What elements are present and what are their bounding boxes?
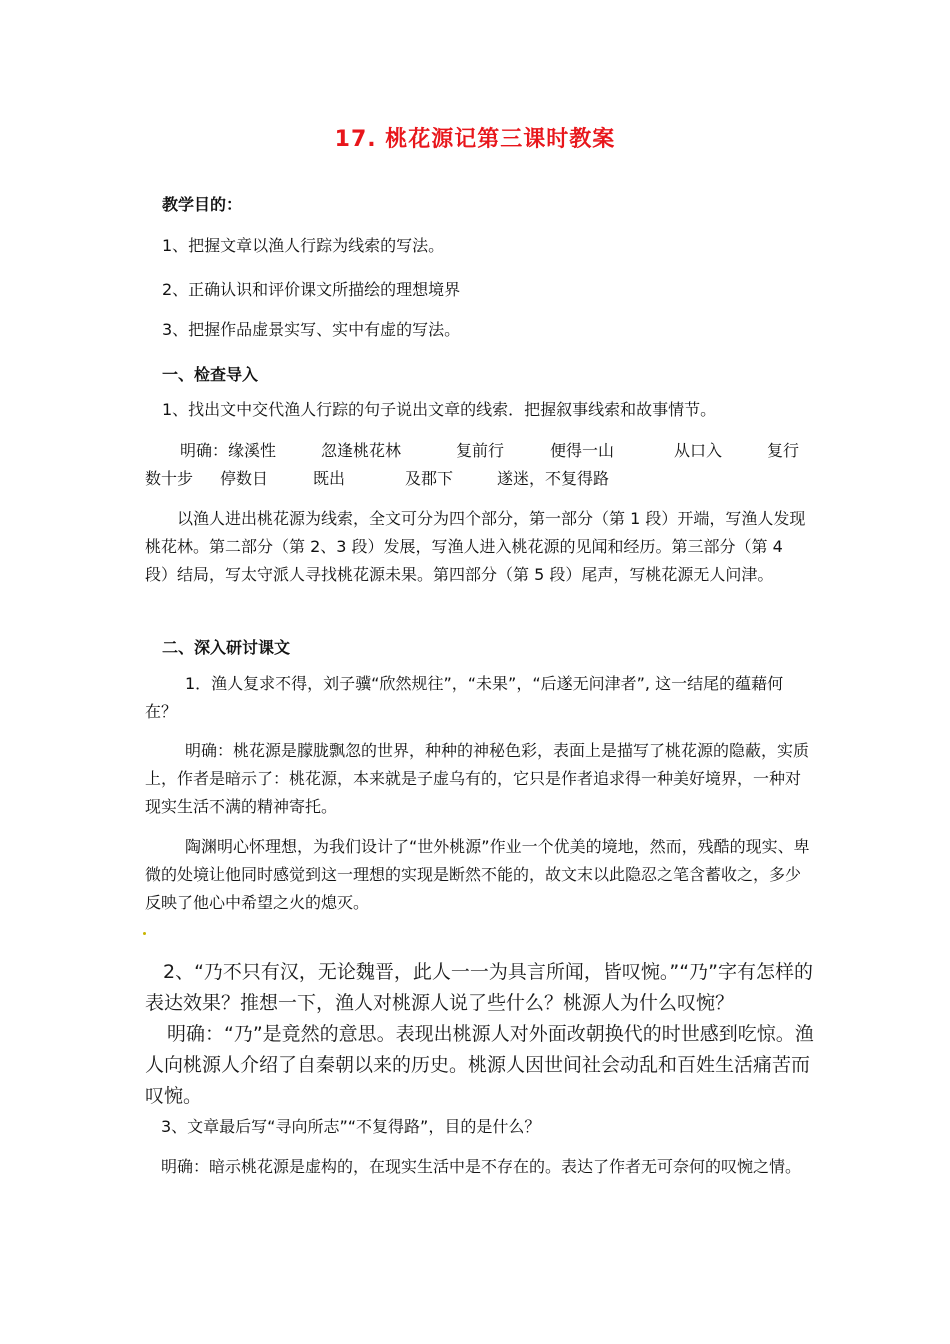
goal-item-1: 1、把握文章以渔人行踪为线索的写法。 xyxy=(162,236,445,255)
section2-answer-3: 明确：暗示桃花源是虚构的，在现实生活中是不存在的。表达了作者无可奈何的叹惋之情。 xyxy=(161,1157,802,1176)
section1-heading: 一、检查导入 xyxy=(162,365,259,384)
answer-item: 忽逢桃花林 xyxy=(321,441,402,460)
speck xyxy=(143,932,146,935)
section1-question: 1、找出文中交代渔人行踪的句子说出文章的线索．把握叙事线索和故事情节。 xyxy=(162,400,717,419)
goal-item-2: 2、正确认识和评价课文所描绘的理想境界 xyxy=(162,280,461,299)
section2-answer-2: 明确：“乃”是竟然的意思。表现出桃源人对外面改朝换代的时世感到吃惊。渔人向桃源人介绍了自秦朝以来的历史。桃源人因世间社会动乱和百姓生活痛苦而叹惋。 xyxy=(145,1023,814,1107)
answer-item: 及郡下 xyxy=(405,469,454,488)
section2-question-2: 2、“乃不只有汉，无论魏晋，此人一一为具言所闻，皆叹惋。”“乃”字有怎样的表达效果？推想一下，渔人对桃源人说了些什么？桃源人为什么叹惋？ xyxy=(145,961,813,1014)
answer-item: 复前行 xyxy=(456,441,505,460)
answer-item: 数十步 xyxy=(145,469,194,488)
answer-item: 便得一山 xyxy=(550,441,615,460)
answer-item: 既出 xyxy=(313,469,346,488)
answer-item: 遂迷，不复得路 xyxy=(497,469,610,488)
document-title: 17. 桃花源记第三课时教案 xyxy=(334,127,616,152)
section2-paragraph: 陶渊明心怀理想，为我们设计了“世外桃源”作业一个优美的境地，然而，残酷的现实、卑微的处境让他同时感觉到这一理想的实现是断然不能的，故文末以此隐忍之笔含蓄收之，多少反映了他心中希望之火的熄灭。 xyxy=(145,837,810,912)
answer-item: 复行 xyxy=(767,441,800,460)
section2-answer-1: 明确：桃花源是朦胧飘忽的世界，种种的神秘色彩，表面上是描写了桃花源的隐蔽，实质上，作者是暗示了：桃花源，本来就是子虚乌有的，它只是作者追求得一种美好境界，一种对现实生活不满的精神寄托。 xyxy=(145,741,810,816)
goal-item-3: 3、把握作品虚景实写、实中有虚的写法。 xyxy=(162,320,461,339)
goals-heading: 教学目的： xyxy=(162,195,243,214)
answer-item: 从口入 xyxy=(674,441,723,460)
section2-question-1: 1．渔人复求不得，刘子骥“欣然规往”，“未果”，“后遂无问津者”, 这一结尾的蕴藉何在？ xyxy=(145,674,784,721)
section2-question-3: 3、文章最后写“寻向所志”“不复得路”，目的是什么？ xyxy=(161,1117,541,1136)
section2-heading: 二、深入研讨课文 xyxy=(162,638,291,657)
section1-paragraph: 以渔人进出桃花源为线索，全文可分为四个部分，第一部分（第 1 段）开端，写渔人发现桃花林。第二部分（第 2、3 段）发展，写渔人进入桃花源的见闻和经历。第三部分（第 4 段）结局，写太守派人寻找桃花源未果。第四部分（第 5 段）尾声，写桃花源无人问津。 xyxy=(145,509,806,584)
answer-item: 停数日 xyxy=(220,469,269,488)
answer-row-2 xyxy=(145,465,609,493)
answer-item: 明确：缘溪性 xyxy=(180,441,277,460)
answer-row-1 xyxy=(180,437,799,465)
